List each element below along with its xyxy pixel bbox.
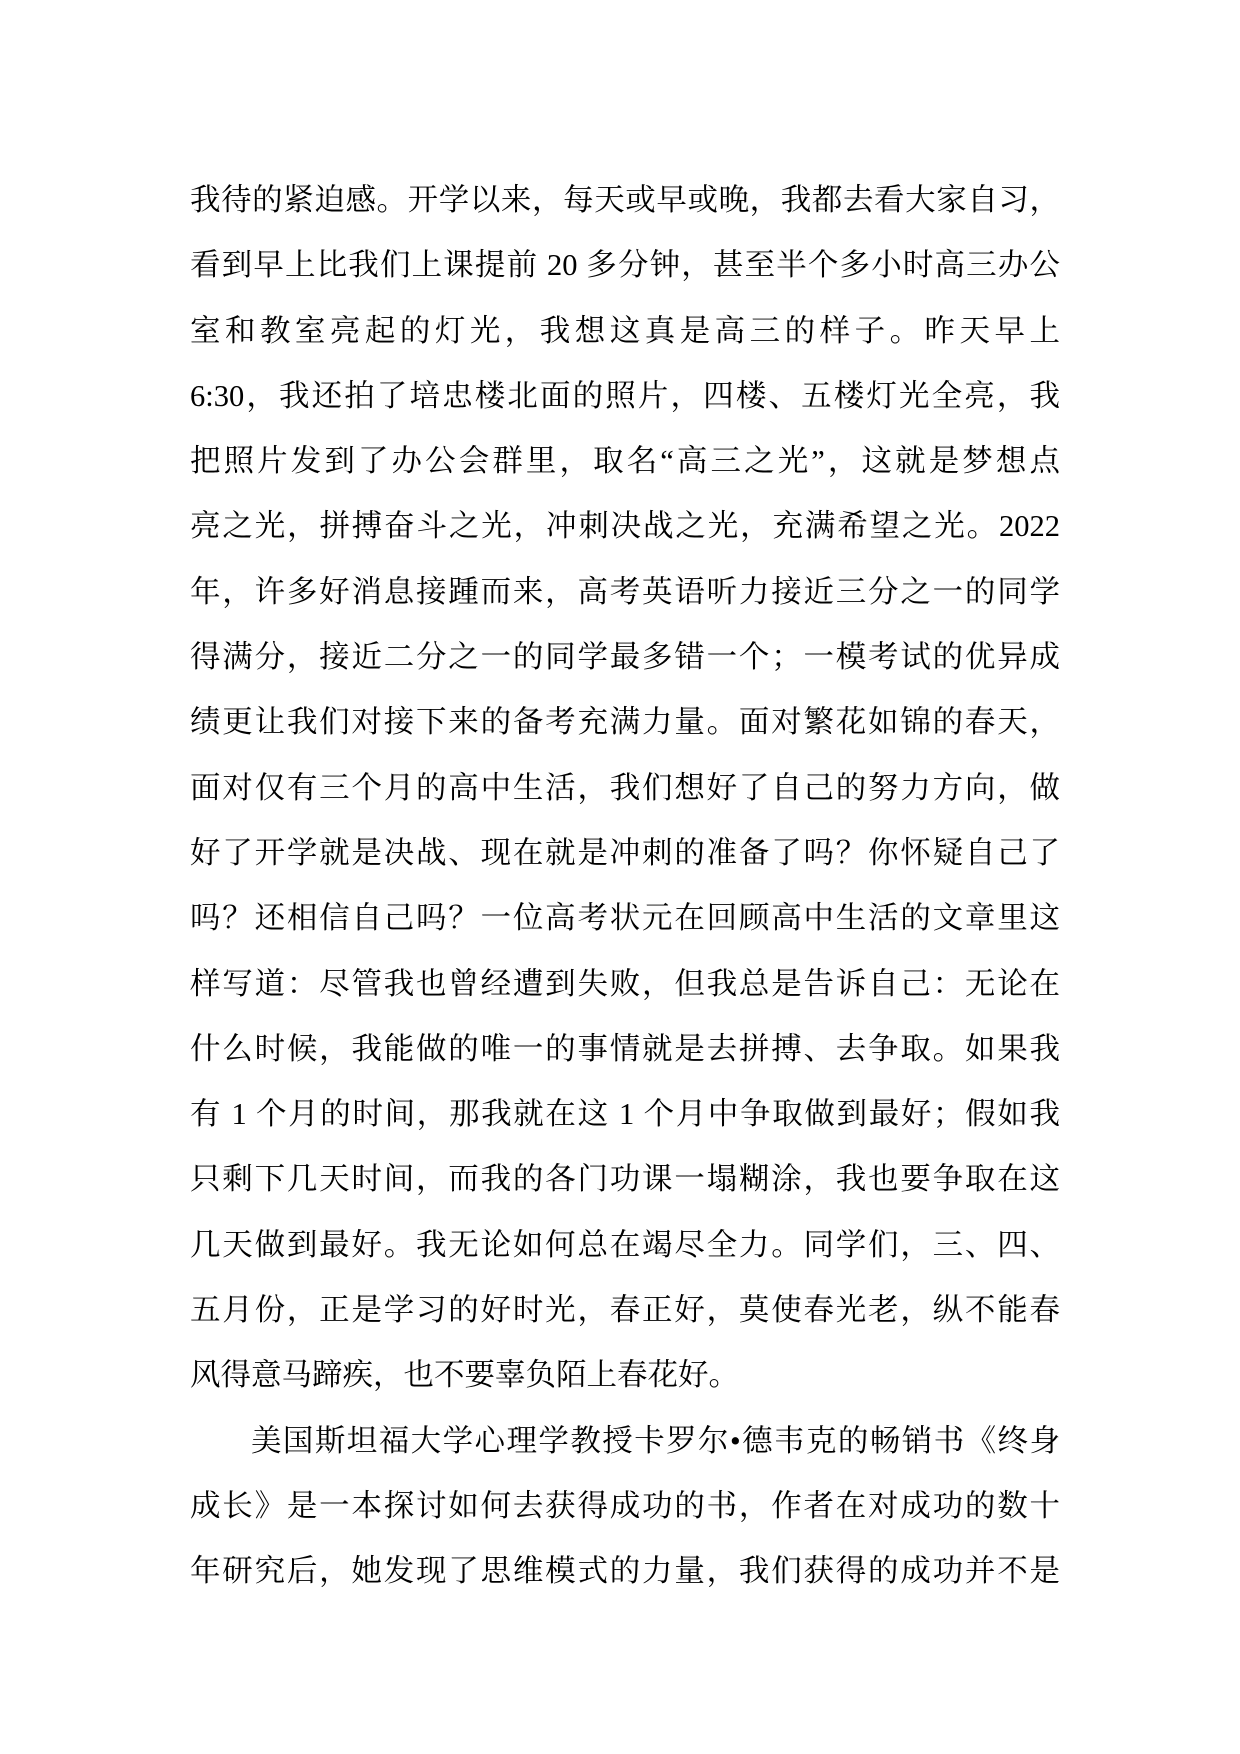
text-line: 年研究后，她发现了思维模式的力量，我们获得的成功并不是 [190,1554,1060,1589]
text-line: 室和教室亮起的灯光，我想这真是高三的样子。昨天早上 [190,313,1060,348]
text-line: 只剩下几天时间，而我的各门功课一塌糊涂，我也要争取在这 [190,1162,1060,1197]
text-line: 几天做到最好。我无论如何总在竭尽全力。同学们，三、四、 [190,1227,1060,1262]
text-line: 有 1 个月的时间，那我就在这 1 个月中争取做到最好；假如我 [190,1097,1060,1132]
text-line: 看到早上比我们上课提前 20 多分钟，甚至半个多小时高三办公 [190,248,1060,283]
text-line: 风得意马蹄疾，也不要辜负陌上春花好。 [190,1358,739,1393]
text-line: 把照片发到了办公会群里，取名“高三之光”，这就是梦想点 [190,444,1060,479]
text-line: 6:30，我还拍了培忠楼北面的照片，四楼、五楼灯光全亮，我 [190,378,1060,413]
text-line: 我待的紧迫感。开学以来，每天或早或晚，我都去看大家自习， [190,183,1060,217]
text-line: 五月份，正是学习的好时光，春正好，莫使春光老，纵不能春 [190,1293,1060,1328]
text-line: 面对仅有三个月的高中生活，我们想好了自己的努力方向，做 [190,770,1060,805]
text-line: 吗？还相信自己吗？一位高考状元在回顾高中生活的文章里这 [190,901,1060,936]
paragraph [190,1409,1060,1605]
text-line: 成长》是一本探讨如何去获得成功的书，作者在对成功的数十 [190,1488,1060,1523]
text-line: 好了开学就是决战、现在就是冲刺的准备了吗？你怀疑自己了 [190,835,1060,870]
text-line: 美国斯坦福大学心理学教授卡罗尔•德韦克的畅销书《终身 [251,1423,1060,1458]
text-line: 什么时候，我能做的唯一的事情就是去拼搏、去争取。如果我 [190,1031,1060,1066]
text-line: 亮之光，拼搏奋斗之光，冲刺决战之光，充满希望之光。2022 [190,509,1060,544]
text-line: 绩更让我们对接下来的备考充满力量。面对繁花如锦的春天， [190,705,1060,740]
text-line: 年，许多好消息接踵而来，高考英语听力接近三分之一的同学 [190,574,1060,609]
document-page [190,168,1060,1605]
text-line: 样写道：尽管我也曾经遭到失败，但我总是告诉自己：无论在 [190,966,1060,1001]
text-line: 得满分，接近二分之一的同学最多错一个；一模考试的优异成 [190,640,1060,675]
paragraph [190,168,1060,1409]
